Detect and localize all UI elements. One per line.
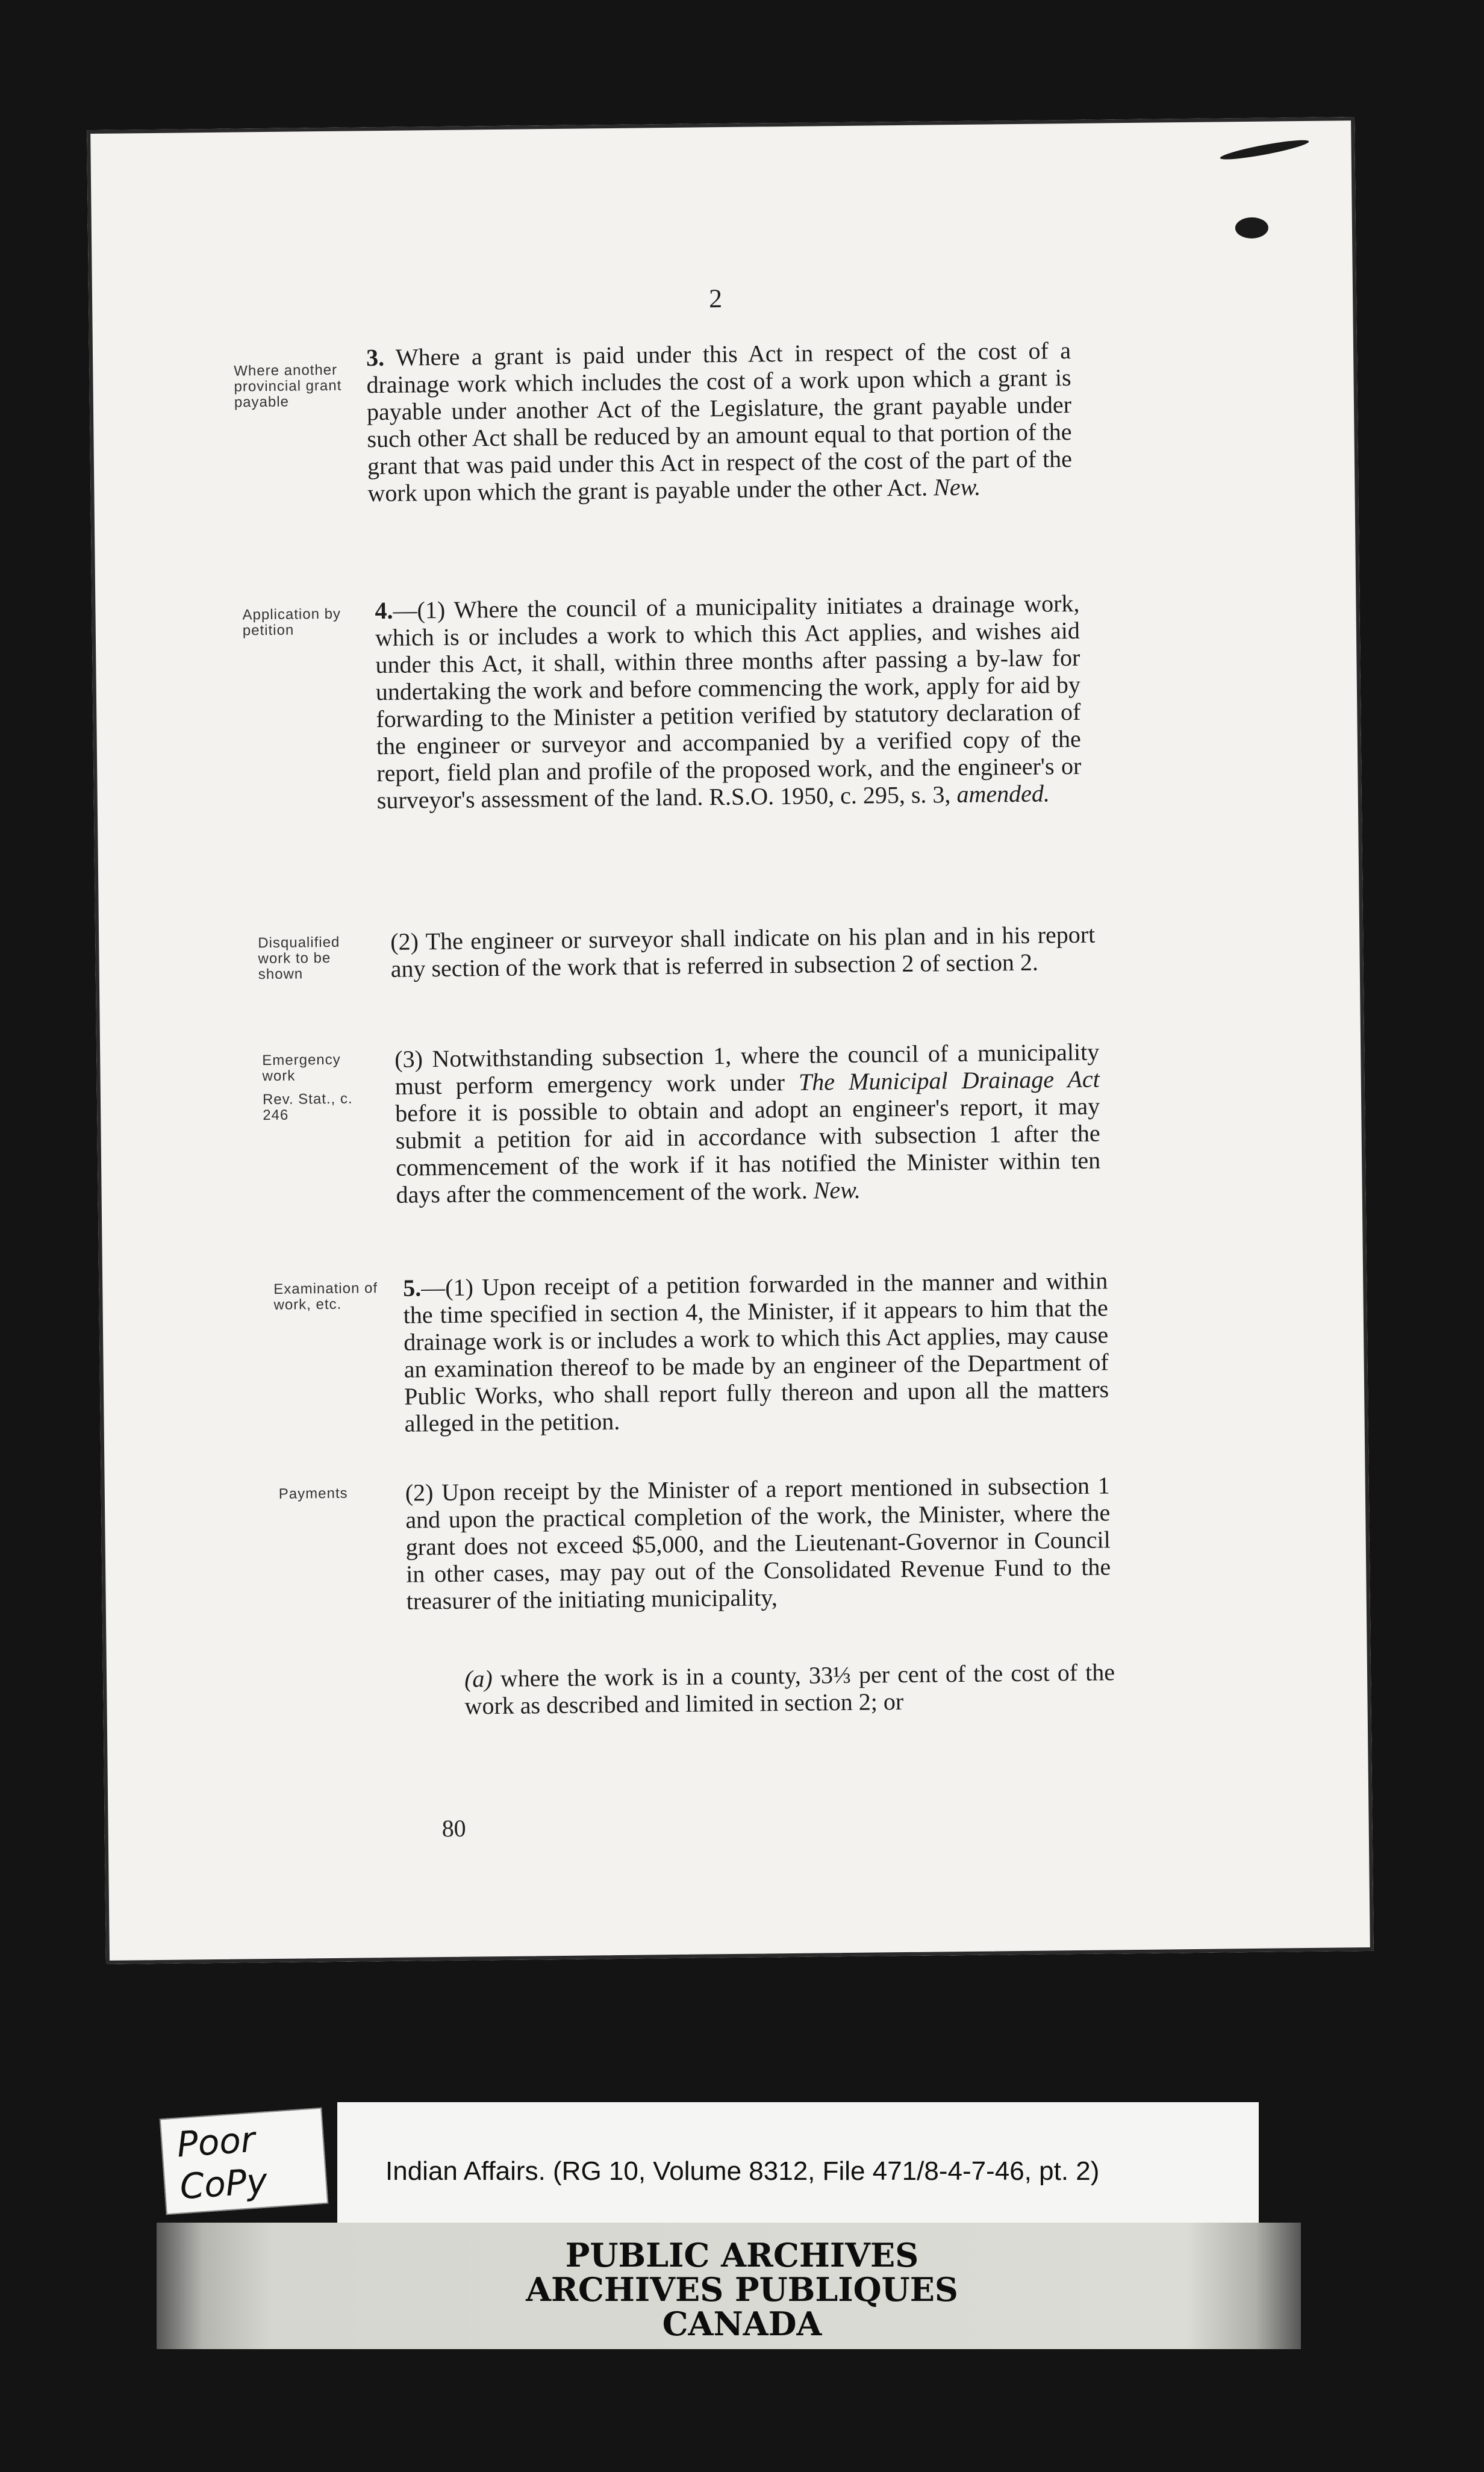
page-number-top: 2: [708, 284, 723, 314]
ink-smudge: [1219, 137, 1309, 163]
section-3-text: 3. Where a grant is paid under this Act in respect of the cost of a drainage work which includes the cost of a work upon which a grant is payable under another Act of the Legislature, the grant payable under such other Act shall be reduced by an amount equal to that portion of the grant that was paid under this Act in respect of the cost of the part of the work upon which the grant is payable under the other Act. New.: [366, 337, 1073, 507]
archives-line-3: CANADA: [662, 2305, 822, 2343]
margin-note-s4-1: Application by petition: [242, 605, 341, 639]
archives-line-1: PUBLIC ARCHIVES: [565, 2236, 919, 2274]
margin-note-s4-3-rev: Rev. Stat., c. 246: [262, 1090, 353, 1124]
citation-strip: [337, 2102, 1259, 2223]
margin-note-s5-1: Examination of work, etc.: [273, 1280, 378, 1313]
clause-a: (a) where the work is in a county, 33⅓ per cent of the cost of the work as described and limited in section 2; or: [464, 1658, 1115, 1720]
margin-note-s4-3: Emergency work: [262, 1051, 341, 1085]
poor-copy-line1: Poor: [175, 2118, 257, 2165]
poor-copy-line2: CoPy: [178, 2160, 269, 2208]
section-4-number: 4.: [375, 596, 393, 625]
margin-note-s4-2: Disqualified work to be shown: [258, 934, 340, 983]
citation-text: Indian Affairs. (RG 10, Volume 8312, File 471/8-4-7-46, pt. 2): [385, 2156, 1100, 2186]
document-page: [87, 117, 1374, 1964]
section-5-number: 5.: [403, 1274, 422, 1302]
ink-smudge: [1235, 217, 1268, 239]
section-4-1-text: 4.—(1) Where the council of a municipality initiates a drainage work, which is or includes a work to which this Act applies, and wishes aid under this Act, it shall, within three months after passing a by-law for undertaking the work and before commencing the work, apply for aid by forwarding to the Minister a petition verified by statutory declaration of the engineer or surveyor and accompanied by a verified copy of the report, field plan and profile of the proposed work, and the engineer's or surveyor's assessment of the land. R.S.O. 1950, c. 295, s. 3, amended.: [375, 589, 1082, 814]
section-4-3-text: (3) Notwithstanding subsection 1, where the council of a municipality must perform emergency work under The Municipal Drainage Act before it is possible to obtain and adopt an engineer's report, it may submit a petition for aid in accordance with subsection 1 after the commencement of the work if it has notified the Minister within ten days after the commencement of the work. New.: [394, 1038, 1101, 1208]
poor-copy-stamp: [160, 2108, 329, 2215]
margin-note-s3: Where another provincial grant payable: [234, 361, 342, 411]
margin-note-s5-2: Payments: [278, 1485, 348, 1502]
archives-line-2: ARCHIVES PUBLIQUES: [526, 2270, 958, 2309]
section-4-2-text: (2) The engineer or surveyor shall indicate on his plan and in his report any section of the work that is referred in subsection 2 of section 2.: [390, 920, 1096, 982]
section-3-number: 3.: [366, 343, 385, 372]
section-5-2-text: (2) Upon receipt by the Minister of a report mentioned in subsection 1 and upon the practical completion of the work, the Minister, where the grant does not exceed $5,000, and the Lieutenant-Governor in Council in other cases, may pay out of the Consolidated Revenue Fund to the treasurer of the initiating municipality,: [405, 1472, 1111, 1615]
page-number-bottom: 80: [441, 1814, 466, 1843]
section-5-1-text: 5.—(1) Upon receipt of a petition forwarded in the manner and within the time specified in section 4, the Minister, if it appears to him that the drainage work is or includes a work to which this Act applies, may cause an examination thereof to be made by an engineer of the Department of Public Works, who shall report fully thereon and upon all the matters alleged in the petition.: [403, 1267, 1109, 1437]
